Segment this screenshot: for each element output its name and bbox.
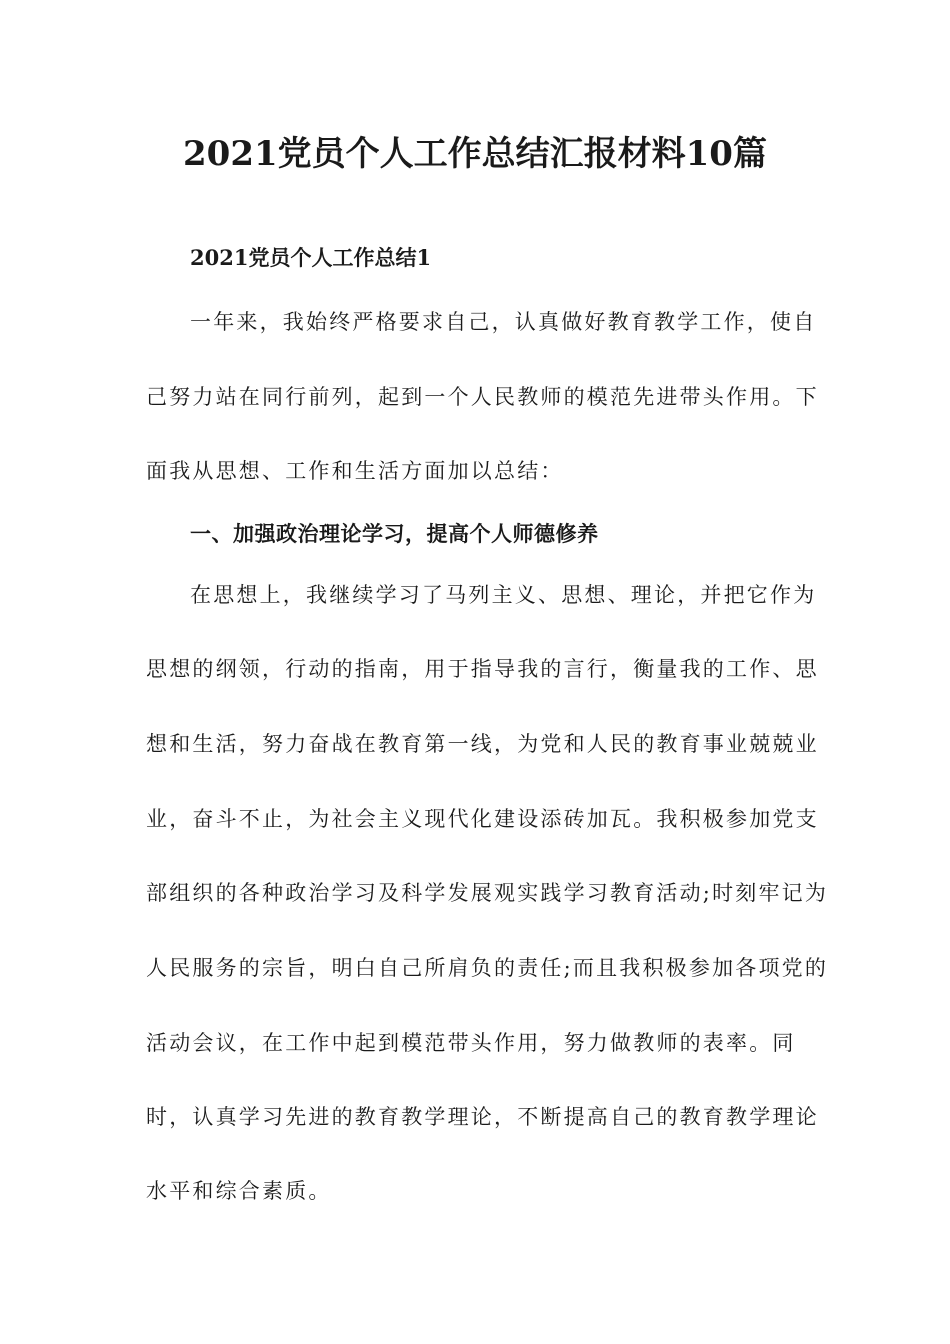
paragraph-line: 业，奋斗不止，为社会主义现代化建设添砖加瓦。我积极参加党支 (146, 807, 819, 831)
paragraph-line: 水平和综合素质。 (146, 1179, 332, 1203)
paragraph-line: 面我从思想、工作和生活方面加以总结： (146, 459, 564, 483)
paragraph-line: 思想的纲领，行动的指南，用于指导我的言行，衡量我的工作、思 (146, 657, 819, 681)
paragraph-line: 一年来，我始终严格要求自己，认真做好教育教学工作，使自 (190, 310, 817, 334)
paragraph-line: 在思想上，我继续学习了马列主义、思想、理论，并把它作为 (190, 583, 817, 607)
paragraph-line: 人民服务的宗旨，明白自己所肩负的责任;而且我积极参加各项党的 (146, 956, 829, 980)
paragraph-line: 时，认真学习先进的教育教学理论，不断提高自己的教育教学理论 (146, 1105, 819, 1129)
section-title: 2021党员个人工作总结1 (190, 245, 432, 270)
heading-1: 一、加强政治理论学习，提高个人师德修养 (190, 521, 599, 546)
paragraph-line: 己努力站在同行前列，起到一个人民教师的模范先进带头作用。下 (146, 385, 819, 409)
paragraph-line: 想和生活，努力奋战在教育第一线，为党和人民的教育事业兢兢业 (146, 732, 819, 756)
document-title: 2021党员个人工作总结汇报材料10篇 (183, 134, 767, 174)
paragraph-line: 活动会议，在工作中起到模范带头作用，努力做教师的表率。同 (146, 1031, 796, 1055)
paragraph-line: 部组织的各种政治学习及科学发展观实践学习教育活动;时刻牢记为 (146, 881, 829, 905)
